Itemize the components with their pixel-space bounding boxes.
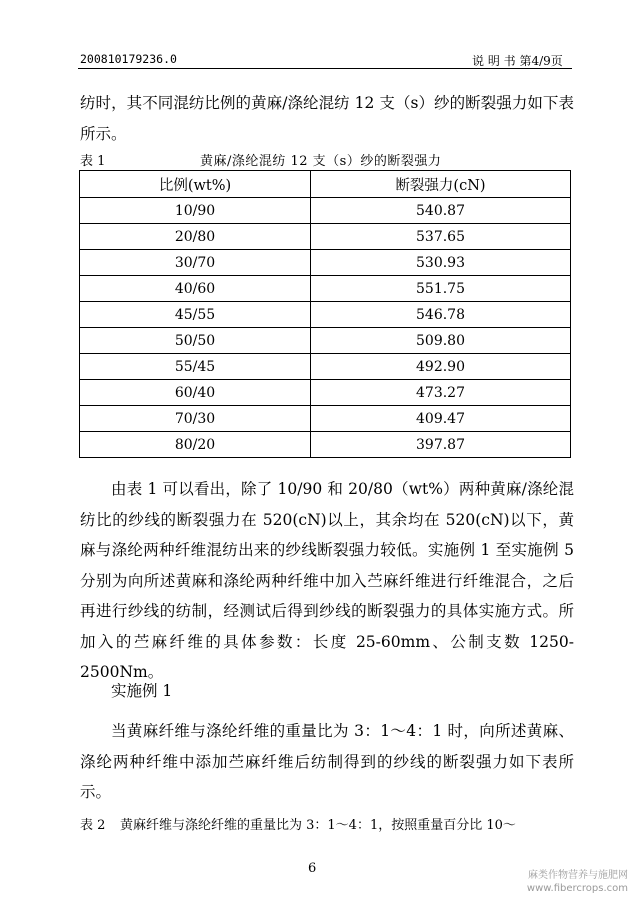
table-row [80,198,571,224]
table1 [79,170,571,458]
table-cell: 70/30 [80,406,311,432]
table-cell: 509.80 [311,328,571,354]
patent-number: 200810179236.0 [80,52,177,66]
table-cell: 537.65 [311,224,571,250]
table1-title: 黄麻/涤纶混纺 12 支（s）纱的断裂强力 [200,154,442,169]
table-cell: 551.75 [311,276,571,302]
table-cell: 492.90 [311,354,571,380]
column-header: 比例(wt%) [80,171,311,198]
table-row [80,224,571,250]
table-row [80,380,571,406]
example-heading: 实施例 1 [111,682,173,700]
column-header: 断裂强力(cN) [311,171,571,198]
table-cell: 50/50 [80,328,311,354]
table-cell: 40/60 [80,276,311,302]
table-cell: 409.47 [311,406,571,432]
page-number: 6 [308,861,317,876]
table-cell: 10/90 [80,198,311,224]
table-cell: 473.27 [311,380,571,406]
table-cell: 45/55 [80,302,311,328]
table-row [80,354,571,380]
table-cell: 80/20 [80,432,311,458]
header-rule [78,68,572,69]
example-paragraph: 当黄麻纤维与涤纶纤维的重量比为 3：1～4：1 时，向所述黄麻、涤纶两种纤维中添加苎麻纤维后纺制得到的纱线的断裂强力如下表所示。 [80,722,574,801]
table-row [80,406,571,432]
table-header-row [80,171,571,198]
table-cell: 540.87 [311,198,571,224]
table-cell: 20/80 [80,224,311,250]
table1-label: 表 1 [80,154,106,169]
header-section: 说 明 书 第4/9页 [472,54,563,68]
table-row [80,432,571,458]
table-cell: 546.78 [311,302,571,328]
table-cell: 60/40 [80,380,311,406]
table-row [80,302,571,328]
watermark [527,869,628,895]
watermark-url: www.fibercrops.com [526,883,628,894]
intro-paragraph: 纺时，其不同混纺比例的黄麻/涤纶混纺 12 支（s）纱的断裂强力如下表所示。 [80,94,574,143]
table2-caption-text: 黄麻纤维与涤纶纤维的重量比为 3：1～4：1，按照重量百分比 10～ [120,818,516,833]
table-row [80,250,571,276]
table2-label: 表 2 [80,818,106,833]
table-row [80,276,571,302]
table-cell: 30/70 [80,250,311,276]
table-cell: 55/45 [80,354,311,380]
analysis-paragraph: 由表 1 可以看出，除了 10/90 和 20/80（wt%）两种黄麻/涤纶混纺比的纱线的断裂强力在 520(cN)以上，其余均在 520(cN)以下，黄麻与涤纶两种纤维混纺出来的纱线断裂强力较低。实施例 1 至实施例 5 分别为向所述黄麻和涤纶两种纤维中加入苎麻纤维进行纤维混合，之后再进行纱线的纺制，经测试后得到纱线的断裂强力的具体实施方式。所加入的苎麻纤维的具体参数：长度 25-60mm、公制支数 1250-2500Nm。 [80,480,574,681]
table-cell: 530.93 [311,250,571,276]
table-row [80,328,571,354]
table-cell: 397.87 [311,432,571,458]
watermark-title: 麻类作物营养与施肥网 [528,870,628,881]
